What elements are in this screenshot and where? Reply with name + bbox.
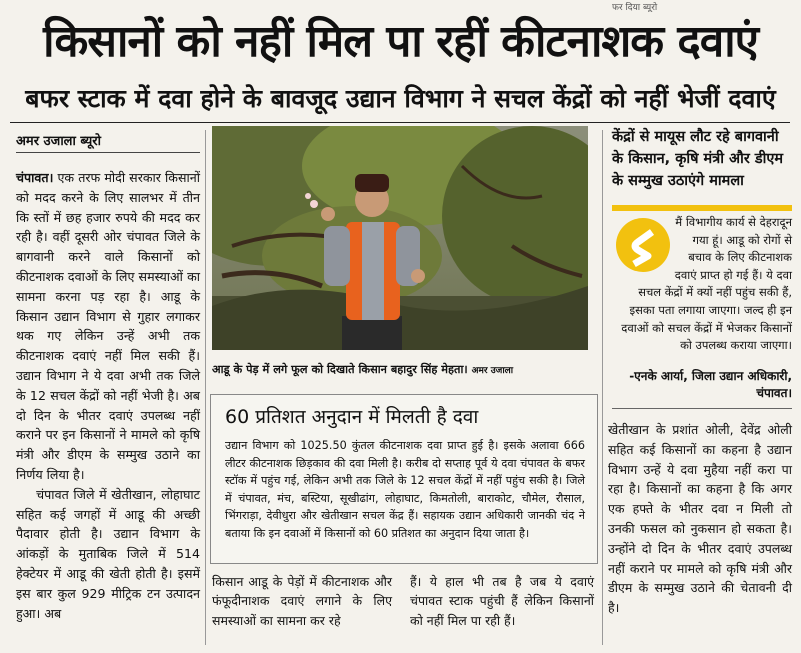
subsidy-box-body: उद्यान विभाग को 1025.50 कुंतल कीटनाशक दवा प्राप्त हुई है। इसके अलावा 666 लीटर कीटनाशक छिड़काव की दवा मिली है। करीब दो सप्ताह पूर्व ये दवा चंपावत के बफर स्टॉक में पहुंच गई, लेकिन अभी तक जिले के 12 सचल केंद्रों में नहीं पहुंच सकी है। जिले में चंपावत, मंच, बस्टिया, सूखीढांग, लोहाघाट, किमतोली, बाराकोट, चौमेल, रौसाल, भिंगराड़ा, देवीधुरा और खेतीखान सचल केंद्र हैं। सहायक उद्यान अधिकारी जानकी चंद ने बताया कि इन दवाओं में किसानों को 60 प्रतिशत का अनुदान दिया जाता है। — [225, 439, 585, 540]
article-continuation-2: हैं। ये हाल भी तब है जब ये दवाएं चंपावत स्टाक पहुंची हैं लेकिन किसानों को नहीं मिल पा रही हैं। — [410, 574, 594, 628]
photo-credit: अमर उजाला — [471, 366, 514, 376]
top-tag: फर दिया ब्यूरो — [612, 3, 658, 12]
sidebar-headline: केंद्रों से मायूस लौट रहे बागवानी के किसान, कृषि मंत्री और डीएम के सम्मुख उठाएंगे मामला — [612, 129, 784, 189]
byline-rule — [16, 152, 200, 153]
article-paragraph-1: एक तरफ मोदी सरकार किसानों को मदद करने के लिए सालभर में तीन कि स्तों में छह हजार रुपये की मदद कर रही है। वहीं दूसरी ओर चंपावत जिले के बागवानी करने वाले किसानों को कीटनाशक दवाओं के लिए समस्याओं का सामना करना पड़ रहा है। आडू के किसान उद्यान विभाग से गुहार लगाकर थक गए लेकिन उन्हें अभी तक कीटनाशक दवाएं नहीं मिल सकी हैं। उद्यान विभाग ने ये दवा अभी तक जिले के 12 सचल केंद्रों को नहीं भेजी है। अब दो दिन के भीतर दवाएं उपलब्ध नहीं कराने पर इन किसानों ने मामले को कृषि मंत्री और डीएम के सम्मुख उठाने का निर्णय लिया है। — [16, 170, 200, 482]
subsidy-box-title: 60 प्रतिशत अनुदान में मिलती है दवा — [225, 406, 479, 428]
photo-caption-text: आडू के पेड़ में लगे फूल को दिखाते किसान बहादुर सिंह मेहता। — [212, 363, 468, 376]
sidebar-accent-bar — [612, 205, 792, 211]
article-column-4: खेतीखान के प्रशांत ओली, देवेंद्र ओली सहित कई किसानों का कहना है उद्यान विभाग उन्हें ये दवा मुहैया नहीं करा पा रहा है। किसानों का कहना है कि अगर एक हफ्ते के भीतर दवा न मिली तो उनकी फसल को नुकसान हो सकता है। उन्होंने दो दिन के भीतर दवाएं उपलब्ध नहीं कराने पर मामले को कृषि मंत्री और डीएम के सम्मुख उठाने की चेतावनी दी है। — [608, 422, 792, 616]
sidebar-divider — [612, 408, 792, 409]
subheadline: बफर स्टाक में दवा होने के बावजूद उद्यान विभाग ने सचल केंद्रों को नहीं भेजीं दवाएं — [25, 84, 776, 113]
subsidy-box — [210, 394, 598, 564]
dateline: चंपावत। — [16, 170, 54, 185]
header-divider — [10, 122, 790, 123]
headline: किसानों को नहीं मिल पा रहीं कीटनाशक दवाएं — [43, 16, 758, 67]
column-divider — [602, 130, 603, 645]
official-quote-text: मैं विभागीय कार्य से देहरादून गया हूं। आडू को रोगों से बचाव के लिए कीटनाशक दवाएं प्राप्त हो गई हैं। ये दवा सचल केंद्रों में क्यों नहीं पहुंच सकी हैं, इसका पता लगाया जाएगा। जल्द ही इन दवाओं को सचल केंद्रों में भेजकर किसानों को उपलब्ध कराया जाएगा। — [621, 215, 792, 353]
article-continuation-1: किसान आडू के पेड़ों में कीटनाशक और फंफूदीनाशक दवाएं लगाने के लिए समस्याओं का सामना कर रहे — [212, 574, 392, 628]
article-paragraph-2: चंपावत जिले में खेतीखान, लोहाघाट सहित कई जगहों में आडू की अच्छी पैदावार होती है। उद्यान विभाग के आंकड़ों के मुताबिक जिले में 514 हेक्टेयर में आडू की खेती होती है। इसमें इस बार कुल 929 मीट्रिक टन उत्पादन हुआ। अब — [16, 486, 200, 621]
quote-logo-icon — [616, 218, 670, 272]
column-divider — [205, 130, 206, 645]
farmer-photo — [212, 126, 588, 350]
farmer-photo-image — [212, 126, 588, 350]
quote-signature: -एनके आर्या, जिला उद्यान अधिकारी, चंपावत। — [629, 369, 792, 400]
photo-caption — [212, 362, 588, 377]
byline: अमर उजाला ब्यूरो — [16, 134, 101, 149]
article-column-1 — [16, 168, 200, 623]
